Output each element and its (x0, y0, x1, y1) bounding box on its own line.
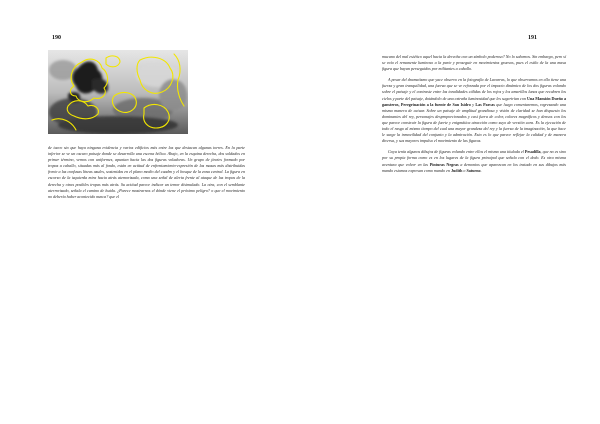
paragraph-text: Goya tenía algunos dibujos de figuras volando entre ellos el mismo una titulada el (388, 149, 525, 155)
paragraph-text: que luego comentaremos, regresando una misma manera de actuar. Sobre un paisaje de amplitud grandiosa y visión de claridad se han dispuesto los dominantes del rey, personajes desproporcionados y casi fuera de color, colores magníficos y densos con los que parece construir la figura de fuerte y enigmática atracción como suyo de versión cara. Es la ejecución de todo el rasgo al mismo tiempo del cual una mayor grandeza del rey y la fuerza de la imaginación, la que hace le surge la inmovilidad del conjunto y la admiración. Esto es lo que parece reflejar la calidad y de manera diversa, y sus mayores impulso el movimiento de las figuras. (382, 101, 566, 144)
artwork-title: Judith (450, 167, 463, 173)
artwork-title: Las Parcas (475, 101, 495, 107)
artwork-title: Pesadilla (524, 149, 541, 155)
paragraph-text: , que no es sino por su propia forma como es en los lugares de la figura principal que señala con el dedo. Es otra misma aventura que volver en las (382, 149, 566, 167)
right-paragraph (382, 54, 566, 72)
painting-figure (48, 50, 188, 134)
right-page-body-text (382, 54, 566, 179)
paragraph-text: mucano del mal estético aquel hacia la derecha con un símbolo poderoso? No lo sabemos. Sin embargo, pero sí se veía el remanente luminoso a la parte y proseguir en movimientos gruesos, pues el estilo de la una masa figura que bayan perseguidos por militantes a caballo. (382, 54, 566, 72)
left-page-body-text (48, 145, 245, 205)
paragraph-text: A pesar del dramatismo que yace observo en la fotografía de Lavarras, lo que observamos en ella tiene una fuerza y gran tranquilidad, una fuerza que se ve reforzada por el impacto dinámico de los dos figuras volando sobre el paisaje y el contraste entre las tonalidades cálidas de los rojos y los amarillos lunas que recubren los cielos y parte del paisaje, dotándolo de una extraña luminosidad que les sugerirían con (382, 77, 566, 101)
page-number-right: 191 (528, 35, 537, 41)
page-number-left: 190 (52, 35, 61, 41)
paragraph-text: o (462, 167, 467, 173)
right-paragraph (382, 77, 566, 144)
artwork-title: Pinturas Negras (429, 161, 459, 167)
right-paragraph (382, 149, 566, 173)
paragraph-text: y (470, 101, 476, 107)
paragraph-text: . (480, 167, 482, 173)
left-paragraph: de tueco sto que haya ninguna evidencia y varios edificios más entre las que destacan algunas torres. En la parte inferior se ve un oscuro paisaje donde se desarrolla una escena bélica. Abajo, en la esquina derecha, dos soldados en primer término, vemos con uniformes, apuntan hacia las dos figuras voladoras. Un grupo de jinetes formado por tropas a caballo, situadas más al fondo, están en actitud de enfrentamiento-expresión de las masas más distribuidas frente a las confusas líneas azules, sostenidas en el plano medio del cuadro y el bosque de la zona central. La figura en escorzo de la izquierda mira hacia atrás atemorizada, como una señal de alerta frente al ataque de las tropas de la derecha y otras posibles tropas más atrás. Su actitud parece indicar un temor disimulado. La otra, con el semblante aterrorizado, señala el camino de huida. ¿Parece mostrarnos el dónde viene el próximo peligro? o que el movimiento no debería haber acontecido nunca? que el (48, 145, 245, 199)
artwork-title: Una Mansión Dueño a gansteros, Peregrinación a la fuente de San Isidro (382, 95, 566, 107)
artwork-title: Saturno (466, 167, 481, 173)
paragraph-text: a demonios que aparezcan en los tratado en sus dibujos más mando estamos expresan como mando en (382, 161, 567, 173)
